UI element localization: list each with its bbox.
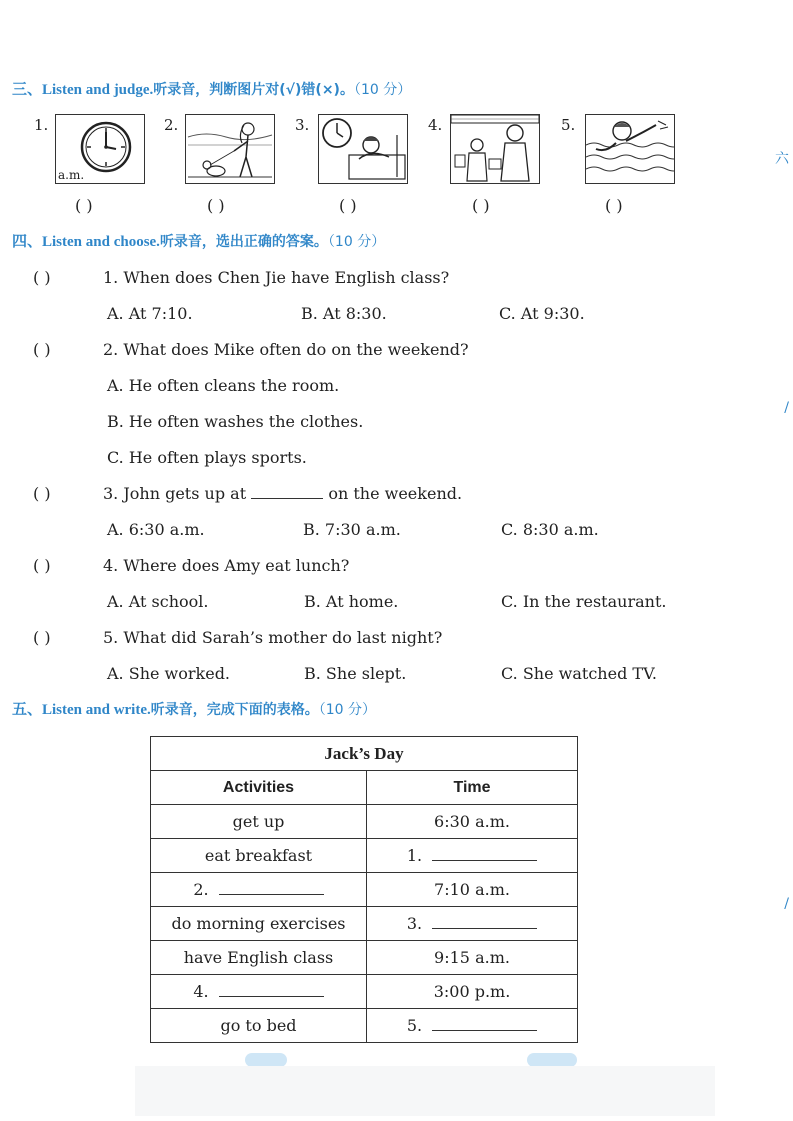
girl-walking-dog-icon [186,115,274,183]
option-4b: B. At home. [304,592,399,611]
blank-number: 4. [193,982,209,1001]
answer-blank-4[interactable] [219,982,324,997]
activity-cell [151,975,367,1009]
option-2a: A. He often cleans the room. [107,376,340,395]
blank-number: 3. [406,914,423,933]
answer-blank-1[interactable] [432,846,537,861]
section-4-title: 四、Listen and choose.听录音，选出正确的答案。（10 分） [12,234,386,250]
question-1 [33,268,449,287]
answer-blank-2[interactable] [219,880,324,895]
picture-number-5: 5. [561,116,576,134]
option-1c: C. At 9:30. [499,304,585,323]
activity-cell: eat breakfast [151,839,367,873]
answer-paren-1[interactable]: ( ) [75,196,93,215]
option-1b: B. At 8:30. [301,304,387,323]
family-cooking-icon [451,115,539,183]
question-4 [33,556,349,575]
blank-number: 5. [406,1016,423,1035]
boy-swimming-icon [586,115,674,183]
answer-paren-3[interactable]: ( ) [339,196,357,215]
boy-waking-up-picture [318,114,408,184]
table-row [151,907,578,941]
bottom-band [135,1066,715,1116]
time-cell [367,839,578,873]
table-row [151,975,578,1009]
picture-number-4: 4. [428,116,443,134]
option-2c: C. He often plays sports. [107,448,307,467]
question-5-text: 5. What did Sarah’s mother do last night? [103,628,443,647]
question-3-blank[interactable] [251,484,323,499]
clock-caption: a.m. [58,168,85,182]
picture-number-3: 3. [295,116,310,134]
time-cell: 6:30 a.m. [367,805,578,839]
answer-bracket-2[interactable]: ( ) [33,340,51,359]
option-1a: A. At 7:10. [107,304,193,323]
header-time: Time [367,771,578,805]
activity-cell [151,873,367,907]
option-3a: A. 6:30 a.m. [107,520,205,539]
activity-cell: do morning exercises [151,907,367,941]
question-3 [33,484,462,503]
question-2-text: 2. What does Mike often do on the weekend? [103,340,469,359]
answer-bracket-3[interactable]: ( ) [33,484,51,503]
table-row [151,1009,578,1043]
time-cell: 9:15 a.m. [367,941,578,975]
question-3-text-start: 3. John gets up at [103,484,247,503]
option-5b: B. She slept. [304,664,407,683]
answer-blank-3[interactable] [432,914,537,929]
side-mark-1: 六 [775,151,789,167]
picture-number-1: 1. [34,116,49,134]
answer-bracket-1[interactable]: ( ) [33,268,51,287]
table-title: Jack’s Day [151,737,578,771]
cloud-decoration-right [527,1053,577,1067]
table-row [151,941,578,975]
jacks-day-table [150,736,578,1043]
answer-blank-5[interactable] [432,1016,537,1031]
option-5c: C. She watched TV. [501,664,657,683]
question-2 [33,340,469,359]
side-mark-3: / [784,896,789,912]
option-3c: C. 8:30 a.m. [501,520,599,539]
answer-paren-2[interactable]: ( ) [207,196,225,215]
question-4-text: 4. Where does Amy eat lunch? [103,556,350,575]
activity-cell: have English class [151,941,367,975]
time-cell: 3:00 p.m. [367,975,578,1009]
option-4a: A. At school. [107,592,209,611]
section-5-title: 五、Listen and write.听录音，完成下面的表格。（10 分） [12,702,377,718]
header-activities: Activities [151,771,367,805]
activity-cell: go to bed [151,1009,367,1043]
time-cell: 7:10 a.m. [367,873,578,907]
blank-number: 2. [193,880,209,899]
blank-number: 1. [406,846,423,865]
answer-bracket-5[interactable]: ( ) [33,628,51,647]
option-3b: B. 7:30 a.m. [303,520,401,539]
answer-paren-4[interactable]: ( ) [472,196,490,215]
time-cell [367,907,578,941]
family-cooking-picture [450,114,540,184]
side-mark-2: / [784,400,789,416]
table-row [151,805,578,839]
question-3-text-end: on the weekend. [328,484,463,503]
question-5 [33,628,442,647]
girl-walking-dog-picture [185,114,275,184]
boy-waking-up-icon [319,115,407,183]
question-1-text: 1. When does Chen Jie have English class? [103,268,450,287]
picture-number-2: 2. [164,116,179,134]
answer-paren-5[interactable]: ( ) [605,196,623,215]
table-row [151,839,578,873]
option-4c: C. In the restaurant. [501,592,667,611]
option-2b: B. He often washes the clothes. [107,412,364,431]
activity-cell: get up [151,805,367,839]
cloud-decoration-left [245,1053,287,1067]
clock-picture [55,114,145,184]
answer-bracket-4[interactable]: ( ) [33,556,51,575]
table-row [151,873,578,907]
option-5a: A. She worked. [107,664,231,683]
section-3-title: 三、Listen and judge.听录音，判断图片对(√)错(×)。（10 分） [12,82,412,98]
time-cell [367,1009,578,1043]
boy-swimming-picture [585,114,675,184]
